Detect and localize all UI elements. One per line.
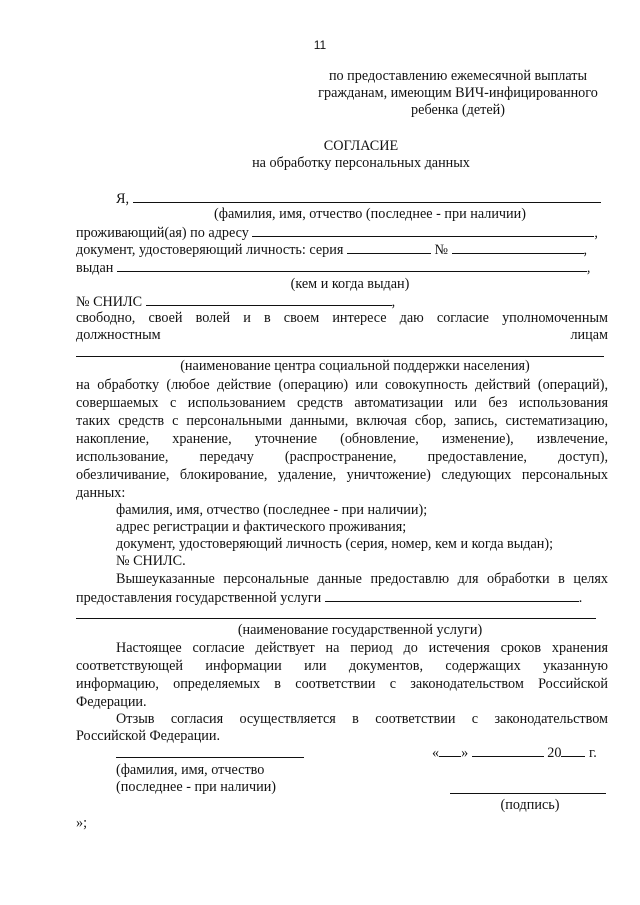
snils-comma: ,	[391, 294, 396, 310]
header-line-1: по предоставлению ежемесячной выплаты	[328, 68, 588, 84]
list-item: адрес регистрации и фактического проживания;	[116, 519, 407, 535]
snils-row	[76, 293, 608, 311]
page-number: 11	[313, 38, 327, 52]
fio-blank[interactable]	[133, 190, 601, 203]
center-caption: (наименование центра социальной поддержки населения)	[180, 358, 530, 374]
date-close: »	[461, 745, 469, 761]
document-row	[76, 241, 608, 259]
document-number-sign: №	[434, 242, 448, 258]
signature-blank[interactable]	[450, 793, 606, 794]
body-line: на обработку (любое действие (операцию) или совокупность действий (операций),	[76, 377, 608, 393]
body-line: накопление, хранение, уточнение (обновление, изменение), извлечение,	[76, 431, 608, 447]
closing-quote: »;	[76, 815, 88, 831]
snils-label: № СНИЛС	[76, 294, 143, 310]
revoke-line-2: Российской Федерации.	[76, 728, 221, 744]
issued-comma: ,	[586, 260, 591, 276]
list-item: фамилия, имя, отчество (последнее - при наличии);	[116, 502, 428, 518]
purpose-label: предоставления государственной услуги	[76, 590, 322, 606]
revoke-line-1: Отзыв согласия осуществляется в соответствии с законодательством	[116, 711, 608, 727]
day-blank[interactable]	[439, 744, 461, 757]
issued-label: выдан	[76, 260, 114, 276]
center-name-blank[interactable]	[76, 356, 604, 357]
document-title: СОГЛАСИЕ	[323, 138, 399, 154]
year-suffix: г.	[589, 745, 597, 761]
document-number-blank[interactable]	[452, 241, 584, 254]
document-series-label: документ, удостоверяющий личность: серия	[76, 242, 344, 258]
fio-signature-blank[interactable]	[116, 757, 304, 758]
date-open: «	[432, 745, 440, 761]
purpose-line-1: Вышеуказанные персональные данные предоставлю для обработки в целях	[116, 571, 608, 587]
body-line-last: данных:	[76, 485, 126, 501]
fio-signature-caption-1: (фамилия, имя, отчество	[116, 762, 265, 778]
body-line: обезличивание, блокирование, удаление, уничтожение) следующих персональных	[76, 467, 608, 483]
validity-line: Настоящее согласие действует на период до истечения сроков хранения	[116, 640, 608, 656]
header-line-3: ребенка (детей)	[411, 102, 505, 118]
header-line-2: гражданам, имеющим ВИЧ-инфицированного	[318, 85, 598, 101]
signature-caption: (подпись)	[500, 797, 560, 813]
body-line: таких средств с персональными данными, включая сбор, запись, систематизацию,	[76, 413, 608, 429]
consent-line-2	[76, 327, 608, 344]
document-subtitle: на обработку персональных данных	[252, 155, 470, 171]
service-caption: (наименование государственной услуги)	[237, 622, 483, 638]
document-comma: ,	[583, 242, 588, 258]
address-row	[76, 224, 608, 242]
address-blank[interactable]	[252, 224, 594, 237]
address-comma: ,	[594, 225, 598, 241]
service-blank-inline[interactable]	[325, 589, 579, 602]
body-line: использование, передачу (распространение, предоставление, доступ),	[76, 449, 608, 465]
validity-line-last: Федерации.	[76, 694, 147, 710]
consent-right: лицам	[570, 327, 608, 343]
year-prefix: 20	[547, 745, 562, 761]
consent-line-1: свободно, своей волей и в своем интересе даю согласие уполномоченным	[76, 310, 608, 326]
consent-left: должностным	[76, 327, 161, 343]
issued-blank[interactable]	[117, 259, 587, 272]
purpose-period: .	[578, 590, 583, 606]
service-name-blank[interactable]	[76, 618, 596, 619]
list-item: № СНИЛС.	[116, 553, 186, 569]
issued-row	[76, 259, 608, 277]
validity-line: соответствующей информации или документов, содержащих указанную	[76, 658, 608, 674]
date-row	[432, 744, 612, 762]
address-label: проживающий(ая) по адресу	[76, 225, 249, 241]
list-item: документ, удостоверяющий личность (серия, номер, кем и когда выдан);	[116, 536, 554, 552]
fio-caption: (фамилия, имя, отчество (последнее - при наличии)	[214, 206, 526, 222]
snils-blank[interactable]	[146, 293, 392, 306]
document-series-blank[interactable]	[347, 241, 431, 254]
purpose-line-2	[76, 589, 608, 607]
body-line: совершаемых с использованием средств автоматизации или без использования	[76, 395, 608, 411]
month-blank[interactable]	[472, 744, 544, 757]
i-label: Я,	[116, 191, 130, 207]
validity-line: информацию, определяемых в соответствии с законодательством Российской	[76, 676, 608, 692]
fio-signature-caption-2: (последнее - при наличии)	[116, 779, 277, 795]
issued-caption: (кем и когда выдан)	[290, 276, 410, 292]
year-blank[interactable]	[561, 744, 585, 757]
